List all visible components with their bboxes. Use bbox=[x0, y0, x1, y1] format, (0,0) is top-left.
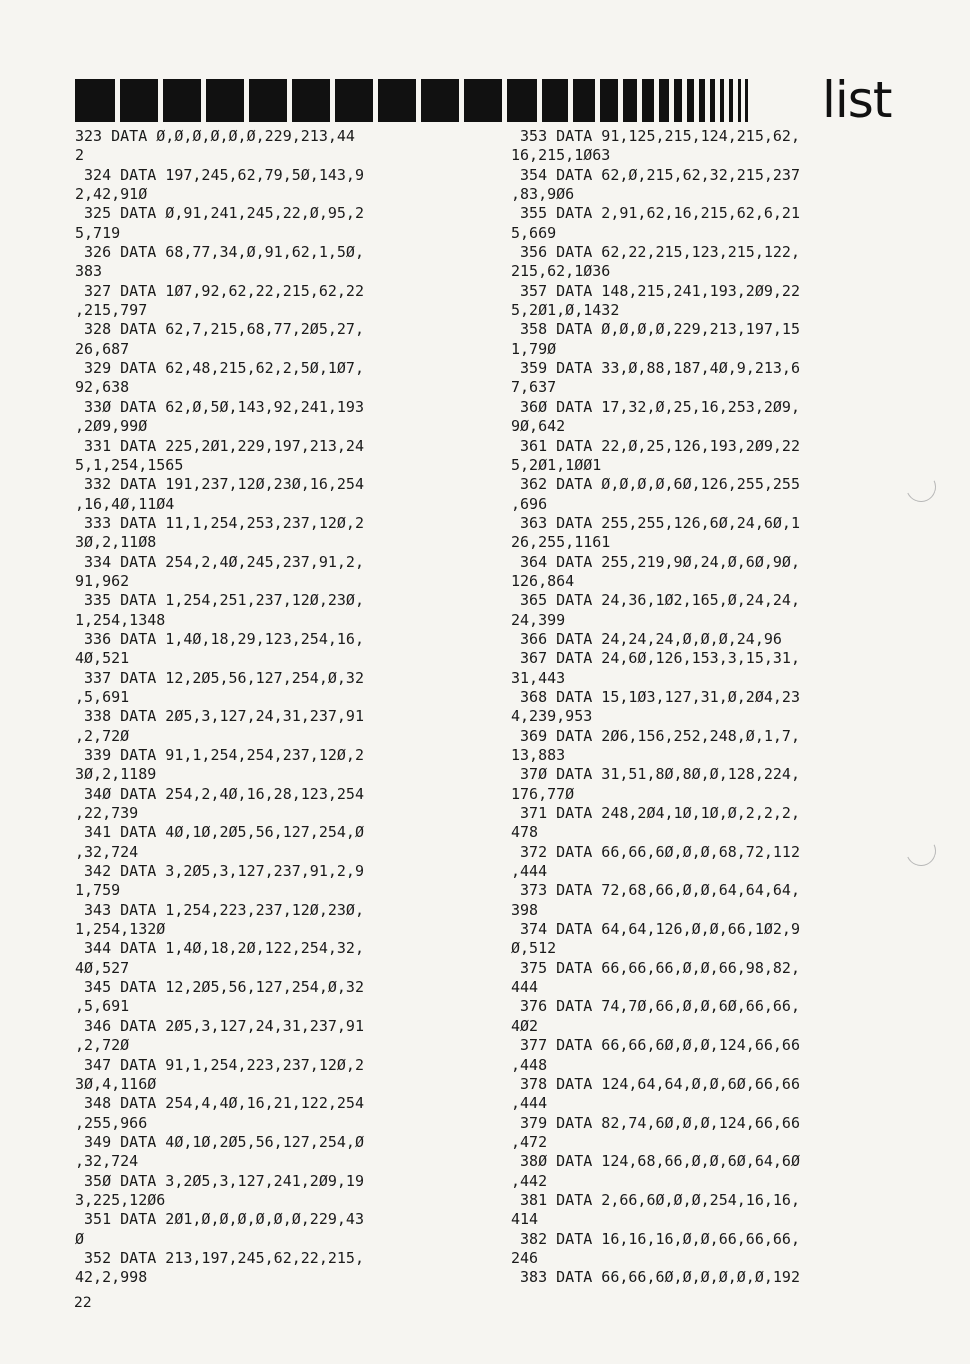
listing-line: 353 DATA 91,125,215,124,215,62, bbox=[511, 127, 800, 145]
listing-line: 324 DATA 197,245,62,79,5Ø,143,9 bbox=[75, 165, 364, 184]
listing-line: 347 DATA 91,1,254,223,237,12Ø,2 bbox=[75, 1055, 364, 1074]
listing-line: 366 DATA 24,24,24,Ø,Ø,Ø,24,96 bbox=[511, 629, 782, 648]
listing-line: ,5,691 bbox=[75, 687, 130, 706]
listing-line: 354 DATA 62,Ø,215,62,32,215,237 bbox=[511, 165, 800, 184]
header-bar bbox=[623, 79, 637, 122]
listing-line: 2 bbox=[75, 146, 85, 165]
listing-line: 329 DATA 62,48,215,62,2,5Ø,1Ø7, bbox=[75, 359, 364, 378]
listing-line: 342 DATA 3,2Ø5,3,127,237,91,2,9 bbox=[75, 862, 364, 881]
listing-line: 383 bbox=[75, 262, 103, 281]
listing-line: ,83,9Ø6 bbox=[511, 185, 575, 204]
listing-line: 326 DATA 68,77,34,Ø,91,62,1,5Ø, bbox=[75, 243, 364, 262]
listing-line: 335 DATA 1,254,251,237,12Ø,23Ø, bbox=[75, 591, 364, 610]
header-bar bbox=[507, 79, 537, 122]
header-bar bbox=[75, 79, 115, 122]
listing-line: ,215,797 bbox=[75, 301, 148, 320]
header-bar bbox=[542, 79, 568, 122]
listing-line: ,2,72Ø bbox=[75, 726, 130, 745]
listing-line: 375 DATA 66,66,66,Ø,Ø,66,98,82, bbox=[511, 958, 800, 977]
header-bar bbox=[335, 79, 373, 122]
listing-line: 33Ø DATA 62,Ø,5Ø,143,92,241,193 bbox=[75, 397, 364, 416]
listing-line: 26,255,1161 bbox=[511, 533, 611, 552]
listing-line: 365 DATA 24,36,1Ø2,165,Ø,24,24, bbox=[511, 591, 800, 610]
listing-line: 3,225,12Ø6 bbox=[75, 1190, 166, 1209]
listing-line: 334 DATA 254,2,4Ø,245,237,91,2, bbox=[75, 552, 364, 571]
listing-line: 331 DATA 225,2Ø1,229,197,213,24 bbox=[75, 436, 364, 455]
listing-line: 5,2Ø1,Ø,1432 bbox=[511, 301, 620, 320]
listing-line: 26,687 bbox=[75, 339, 130, 358]
listing-line: ,22,739 bbox=[75, 804, 139, 823]
listing-line: 359 DATA 33,Ø,88,187,4Ø,9,213,6 bbox=[511, 359, 800, 378]
listing-line: 24,399 bbox=[511, 610, 566, 629]
listing-line: 5,719 bbox=[75, 223, 121, 242]
listing-line: 339 DATA 91,1,254,254,237,12Ø,2 bbox=[75, 746, 364, 764]
listing-line: 398 bbox=[511, 900, 539, 919]
listing-line: 377 DATA 66,66,6Ø,Ø,Ø,124,66,66 bbox=[511, 1036, 800, 1055]
listing-line: 338 DATA 2Ø5,3,127,24,31,237,91 bbox=[75, 707, 364, 726]
listing-line: ,255,966 bbox=[75, 1113, 148, 1132]
listing-line: ,32,724 bbox=[75, 1152, 139, 1171]
listing-line: 378 DATA 124,64,64,Ø,Ø,6Ø,66,66 bbox=[511, 1074, 800, 1093]
listing-line: 343 DATA 1,254,223,237,12Ø,23Ø, bbox=[75, 900, 364, 919]
listing-line: ,444 bbox=[511, 1094, 548, 1113]
listing-line: 383 DATA 66,66,6Ø,Ø,Ø,Ø,Ø,Ø,192 bbox=[511, 1268, 800, 1287]
listing-line: 333 DATA 11,1,254,253,237,12Ø,2 bbox=[75, 513, 364, 532]
listing-line: 34Ø DATA 254,2,4Ø,16,28,123,254 bbox=[75, 784, 364, 803]
page-number: 22 bbox=[74, 1295, 92, 1311]
binder-hole-icon bbox=[902, 468, 940, 506]
listing-line: 344 DATA 1,4Ø,18,2Ø,122,254,32, bbox=[75, 939, 364, 958]
header-bar bbox=[674, 79, 682, 122]
binder-hole-icon bbox=[902, 832, 940, 870]
listing-line: 3Ø,2,11Ø8 bbox=[75, 533, 157, 552]
header-bar bbox=[378, 79, 416, 122]
header-bar bbox=[421, 79, 459, 122]
listing-line: 327 DATA 1Ø7,92,62,22,215,62,22 bbox=[75, 281, 364, 300]
listing-line: ,472 bbox=[511, 1132, 548, 1151]
header-bar bbox=[206, 79, 244, 122]
listing-line: 374 DATA 64,64,126,Ø,Ø,66,1Ø2,9 bbox=[511, 920, 800, 939]
listing-line: 1,759 bbox=[75, 881, 121, 900]
listing-line: 352 DATA 213,197,245,62,22,215, bbox=[75, 1248, 364, 1267]
listing-line: 373 DATA 72,68,66,Ø,Ø,64,64,64, bbox=[511, 881, 800, 900]
listing-line: 332 DATA 191,237,12Ø,23Ø,16,254 bbox=[75, 475, 364, 494]
listing-line: Ø bbox=[75, 1229, 85, 1248]
listing-line: 4Ø,521 bbox=[75, 649, 130, 668]
listing-line: 4Ø2 bbox=[511, 1016, 539, 1035]
listing-line: 364 DATA 255,219,9Ø,24,Ø,6Ø,9Ø, bbox=[511, 552, 800, 571]
header-bar bbox=[642, 79, 654, 122]
listing-line: 176,77Ø bbox=[511, 784, 575, 803]
header-bar bbox=[738, 79, 741, 122]
listing-line: 7,637 bbox=[511, 378, 557, 397]
header-bar bbox=[659, 79, 669, 122]
listing-line: 31,443 bbox=[511, 668, 566, 687]
listing-line: 126,864 bbox=[511, 571, 575, 590]
listing-line: 478 bbox=[511, 823, 539, 842]
listing-line: 336 DATA 1,4Ø,18,29,123,254,16, bbox=[75, 629, 364, 648]
listing-line: 3Ø,4,116Ø bbox=[75, 1074, 157, 1093]
listing-line: 363 DATA 255,255,126,6Ø,24,6Ø,1 bbox=[511, 513, 800, 532]
listing-line: 38Ø DATA 124,68,66,Ø,Ø,6Ø,64,6Ø bbox=[511, 1152, 800, 1171]
listing-line: 215,62,1Ø36 bbox=[511, 262, 611, 281]
listing-line: 36Ø DATA 17,32,Ø,25,16,253,2Ø9, bbox=[511, 397, 800, 416]
listing-line: 325 DATA Ø,91,241,245,22,Ø,95,2 bbox=[75, 204, 364, 223]
header-bar bbox=[699, 79, 705, 122]
listing-line: 345 DATA 12,2Ø5,56,127,254,Ø,32 bbox=[75, 978, 364, 997]
listing-line: ,16,4Ø,11Ø4 bbox=[75, 494, 175, 513]
listing-line: 444 bbox=[511, 978, 539, 997]
header-bar bbox=[729, 79, 733, 122]
listing-line: 368 DATA 15,1Ø3,127,31,Ø,2Ø4,23 bbox=[511, 687, 800, 706]
listing-line: 337 DATA 12,2Ø5,56,127,254,Ø,32 bbox=[75, 668, 364, 687]
listing-line: 4Ø,527 bbox=[75, 958, 130, 977]
header-barcode-strip bbox=[75, 79, 748, 122]
listing-line: 381 DATA 2,66,6Ø,Ø,Ø,254,16,16, bbox=[511, 1190, 800, 1209]
listing-line: 246 bbox=[511, 1248, 539, 1267]
listing-line: 4,239,953 bbox=[511, 707, 593, 726]
listing-line: 346 DATA 2Ø5,3,127,24,31,237,91 bbox=[75, 1016, 364, 1035]
listing-line: 9Ø,642 bbox=[511, 417, 566, 436]
listing-column-left bbox=[75, 127, 364, 1288]
header-bar bbox=[120, 79, 158, 122]
listing-line: ,442 bbox=[511, 1171, 548, 1190]
listing-line: 91,962 bbox=[75, 571, 130, 590]
header-bar bbox=[573, 79, 595, 122]
listing-line: 2,42,91Ø bbox=[75, 185, 148, 204]
listing-line: 355 DATA 2,91,62,16,215,62,6,21 bbox=[511, 204, 800, 223]
listing-line: 341 DATA 4Ø,1Ø,2Ø5,56,127,254,Ø bbox=[75, 823, 364, 842]
listing-line: 349 DATA 4Ø,1Ø,2Ø5,56,127,254,Ø bbox=[75, 1132, 364, 1151]
header-bar bbox=[464, 79, 502, 122]
listing-column-right bbox=[511, 127, 800, 1288]
magazine-logo: list bbox=[822, 71, 892, 129]
listing-line: 328 DATA 62,7,215,68,77,2Ø5,27, bbox=[75, 320, 364, 339]
listing-line: 323 DATA Ø,Ø,Ø,Ø,Ø,Ø,229,213,44 bbox=[75, 127, 355, 145]
listing-line: 1,79Ø bbox=[511, 339, 557, 358]
listing-line: ,5,691 bbox=[75, 997, 130, 1016]
listing-line: 376 DATA 74,7Ø,66,Ø,Ø,6Ø,66,66, bbox=[511, 997, 800, 1016]
listing-line: 362 DATA Ø,Ø,Ø,Ø,6Ø,126,255,255 bbox=[511, 475, 800, 494]
listing-line: 16,215,1Ø63 bbox=[511, 146, 611, 165]
listing-line: 1,254,1348 bbox=[75, 610, 166, 629]
listing-line: 369 DATA 2Ø6,156,252,248,Ø,1,7, bbox=[511, 726, 800, 745]
listing-line: 1,254,132Ø bbox=[75, 920, 166, 939]
header-bar bbox=[249, 79, 287, 122]
listing-line: 42,2,998 bbox=[75, 1268, 148, 1287]
listing-line: 348 DATA 254,4,4Ø,16,21,122,254 bbox=[75, 1094, 364, 1113]
header-bar bbox=[720, 79, 724, 122]
listing-line: 356 DATA 62,22,215,123,215,122, bbox=[511, 243, 800, 262]
listing-line: 358 DATA Ø,Ø,Ø,Ø,229,213,197,15 bbox=[511, 320, 800, 339]
listing-line: 92,638 bbox=[75, 378, 130, 397]
listing-line: ,2Ø9,99Ø bbox=[75, 417, 148, 436]
listing-line: Ø,512 bbox=[511, 939, 557, 958]
listing-line: ,696 bbox=[511, 494, 548, 513]
listing-line: 351 DATA 2Ø1,Ø,Ø,Ø,Ø,Ø,Ø,229,43 bbox=[75, 1210, 364, 1229]
listing-line: 372 DATA 66,66,6Ø,Ø,Ø,68,72,112 bbox=[511, 842, 800, 861]
listing-line: 357 DATA 148,215,241,193,2Ø9,22 bbox=[511, 281, 800, 300]
listing-line: 37Ø DATA 31,51,8Ø,8Ø,Ø,128,224, bbox=[511, 765, 800, 784]
listing-line: 379 DATA 82,74,6Ø,Ø,Ø,124,66,66 bbox=[511, 1113, 800, 1132]
listing-line: 5,2Ø1,1ØØ1 bbox=[511, 455, 602, 474]
listing-line: 35Ø DATA 3,2Ø5,3,127,241,2Ø9,19 bbox=[75, 1171, 364, 1190]
listing-line: 382 DATA 16,16,16,Ø,Ø,66,66,66, bbox=[511, 1229, 800, 1248]
listing-line: 371 DATA 248,2Ø4,1Ø,1Ø,Ø,2,2,2, bbox=[511, 804, 800, 823]
header-bar bbox=[745, 79, 748, 122]
listing-line: 5,669 bbox=[511, 223, 557, 242]
header-bar bbox=[687, 79, 694, 122]
header-bar bbox=[710, 79, 715, 122]
header-bar bbox=[292, 79, 330, 122]
header-bar bbox=[163, 79, 201, 122]
listing-line: 5,1,254,1565 bbox=[75, 455, 184, 474]
listing-line: ,448 bbox=[511, 1055, 548, 1074]
listing-line: 361 DATA 22,Ø,25,126,193,2Ø9,22 bbox=[511, 436, 800, 455]
listing-line: ,32,724 bbox=[75, 842, 139, 861]
listing-line: 3Ø,2,1189 bbox=[75, 765, 157, 784]
listing-line: ,2,72Ø bbox=[75, 1036, 130, 1055]
listing-line: 13,883 bbox=[511, 746, 566, 764]
header-bar bbox=[600, 79, 618, 122]
listing-line: 414 bbox=[511, 1210, 539, 1229]
listing-line: ,444 bbox=[511, 862, 548, 881]
listing-line: 367 DATA 24,6Ø,126,153,3,15,31, bbox=[511, 649, 800, 668]
